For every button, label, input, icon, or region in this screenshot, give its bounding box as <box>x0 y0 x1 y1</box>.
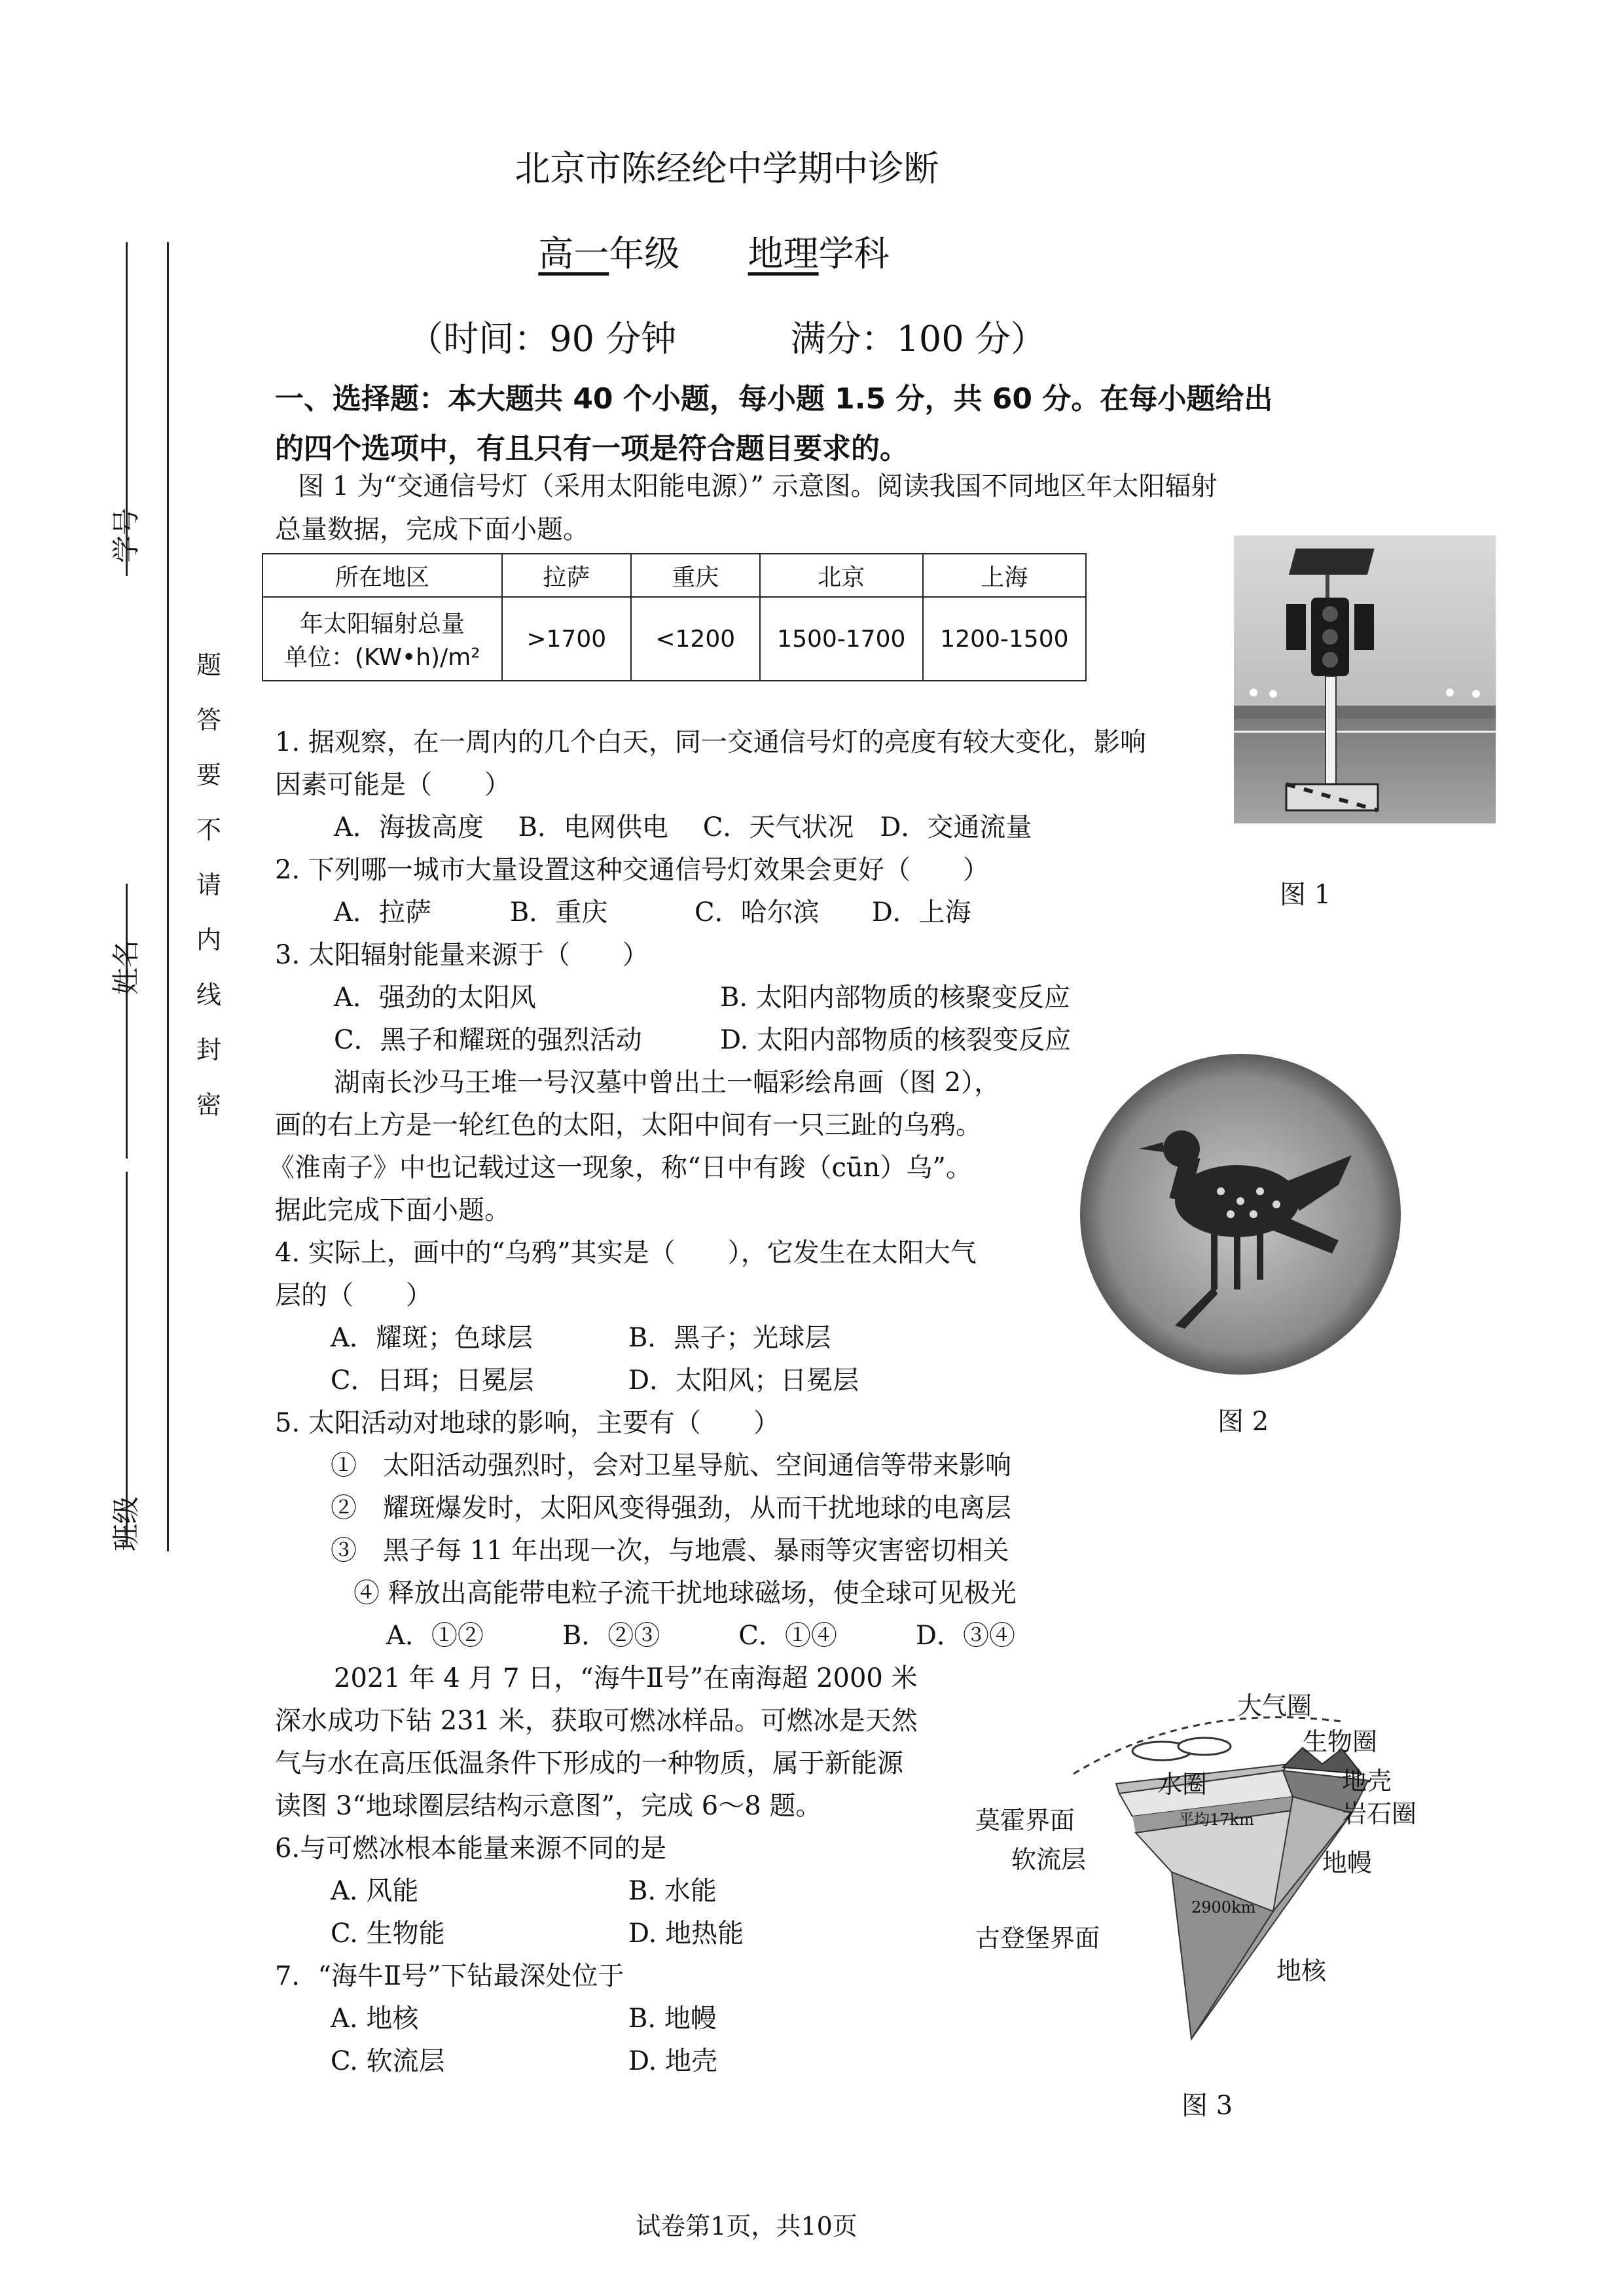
grade-subject-line <box>0 226 1526 276</box>
intro2-line2: 画的右上方是一轮红色的太阳，太阳中间有一只三趾的乌鸦。 <box>275 1110 982 1140</box>
label-depth2900: 2900km <box>1191 1898 1256 1917</box>
intro3-line3: 气与水在高压低温条件下形成的一种物质，属于新能源 <box>275 1748 903 1778</box>
q5-statement-3: ③ 黑子每 11 年出现一次，与地震、暴雨等灾害密切相关 <box>331 1536 1009 1566</box>
label-lithosphere: 岩石圈 <box>1342 1799 1417 1828</box>
class-label: 班级 <box>110 1496 142 1551</box>
table-cell: 1200-1500 <box>923 597 1086 681</box>
q3-option-d: D. 太阳内部物质的核裂变反应 <box>720 1025 1072 1055</box>
table-header-cell: 重庆 <box>631 554 760 597</box>
seal-char: 要 <box>196 761 222 789</box>
intro2-line4: 据此完成下面小题。 <box>275 1195 511 1225</box>
fig2-sun-crow-image <box>1077 1051 1404 1378</box>
q4-stem-line2: 层的（ ） <box>275 1280 432 1310</box>
intro3-line4: 读图 3“地球圈层结构示意图”，完成 6～8 题。 <box>275 1791 822 1821</box>
student-id-label: 学号 <box>110 507 142 563</box>
seal-char: 题 <box>196 651 222 679</box>
intro1-line1: 图 1 为“交通信号灯（采用太阳能电源）” 示意图。阅读我国不同地区年太阳辐射 <box>298 471 1218 501</box>
q7-stem: 7．“海牛Ⅱ号”下钻最深处位于 <box>275 1961 624 1991</box>
fig3-caption: 图 3 <box>1182 2091 1233 2121</box>
intro1-line2: 总量数据，完成下面小题。 <box>275 514 589 545</box>
table-cell: >1700 <box>502 597 631 681</box>
binding-line <box>167 242 169 1551</box>
section-heading <box>275 374 1388 474</box>
q6-stem: 6.与可燃冰根本能量来源不同的是 <box>275 1833 667 1864</box>
q4-stem-line1: 4. 实际上，画中的“乌鸦”其实是（ ），它发生在太阳大气 <box>275 1238 977 1268</box>
intro2-line1: 湖南长沙马王堆一号汉墓中曾出土一幅彩绘帛画（图 2）， <box>334 1068 1001 1098</box>
label-biosphere: 生物圈 <box>1303 1727 1378 1756</box>
q4-option-c: C．日珥；日冕层 <box>331 1365 534 1396</box>
label-depth17: 平均17km <box>1178 1811 1254 1829</box>
seal-char: 封 <box>196 1036 222 1064</box>
label-gutenberg: 古登堡界面 <box>975 1924 1100 1953</box>
row-label-line: 年太阳辐射总量 <box>299 611 465 638</box>
table-header-cell: 拉萨 <box>502 554 631 597</box>
q6-option-c: C. 生物能 <box>331 1919 445 1949</box>
fig1-traffic-light-photo <box>1234 535 1496 823</box>
section-heading-line: 一、选择题：本大题共 40 个小题，每小题 1.5 分，共 60 分。在每小题给出 <box>275 382 1273 416</box>
table-cell: <1200 <box>631 597 760 681</box>
seal-notice <box>196 645 229 1140</box>
intro3-line1: 2021 年 4 月 7 日，“海牛Ⅱ号”在南海超 2000 米 <box>334 1663 918 1693</box>
table-row-label <box>262 597 502 681</box>
q7-option-a: A. 地核 <box>331 2004 419 2034</box>
label-asthenosphere: 软流层 <box>1011 1845 1087 1874</box>
fig2-caption: 图 2 <box>1218 1407 1269 1437</box>
table-header-cell: 北京 <box>760 554 923 597</box>
subject-label: 学科 <box>818 233 890 274</box>
q3-option-a: A．强劲的太阳风 <box>334 982 536 1013</box>
seal-char: 不 <box>196 816 222 844</box>
radiation-table <box>262 553 1087 681</box>
q6-option-a: A. 风能 <box>331 1876 419 1906</box>
q5-stem: 5. 太阳活动对地球的影响，主要有（ ） <box>275 1408 780 1438</box>
q1-stem-line1: 1. 据观察，在一周内的几个白天，同一交通信号灯的亮度有较大变化，影响 <box>275 727 1146 757</box>
q2-options: A．拉萨 B．重庆 C．哈尔滨 D．上海 <box>334 897 971 928</box>
q4-option-a: A．耀斑；色球层 <box>331 1323 533 1353</box>
intro3-line2: 深水成功下钻 231 米，获取可燃冰样品。可燃冰是天然 <box>275 1706 918 1736</box>
table-row <box>262 597 1086 681</box>
class-line <box>126 1172 128 1545</box>
fig3-earth-layers-diagram <box>975 1676 1434 2068</box>
label-moho: 莫霍界面 <box>975 1806 1075 1835</box>
school-title: 北京市陈经纶中学期中诊断 <box>514 148 939 189</box>
q1-stem-line2: 因素可能是（ ） <box>275 770 511 800</box>
intro2-line3: 《淮南子》中也记载过这一现象，称“日中有踆（cūn）乌”。 <box>268 1153 972 1183</box>
time-info: （时间：90 分钟 <box>408 318 677 359</box>
seal-char: 答 <box>196 706 222 734</box>
q6-option-b: B. 水能 <box>628 1876 717 1906</box>
q4-option-d: D．太阳风；日冕层 <box>628 1365 859 1396</box>
q7-option-b: B. 地幔 <box>628 2004 717 2034</box>
q3-stem: 3. 太阳辐射能量来源于（ ） <box>275 940 649 970</box>
seal-char: 内 <box>196 926 222 954</box>
q3-option-b: B. 太阳内部物质的核聚变反应 <box>720 982 1070 1013</box>
table-cell: 1500-1700 <box>760 597 923 681</box>
subject-value: 地理 <box>748 233 819 274</box>
name-line <box>126 884 128 1159</box>
q5-statement-2: ② 耀斑爆发时，太阳风变得强劲，从而干扰地球的电离层 <box>331 1493 1011 1523</box>
crow-icon <box>1077 1051 1404 1378</box>
row-label-unit: 单位：(KW•h)/m² <box>284 644 480 671</box>
q7-option-c: C. 软流层 <box>331 2046 445 2076</box>
q5-options: A．①② B．②③ C．①④ D．③④ <box>386 1621 1015 1651</box>
label-core: 地核 <box>1276 1956 1327 1985</box>
table-header-row <box>262 554 1086 597</box>
table-header-cell: 上海 <box>923 554 1086 597</box>
seal-char: 请 <box>196 871 222 899</box>
q1-options: A．海拔高度 B．电网供电 C．天气状况 D．交通流量 <box>334 812 1032 842</box>
table-header-cell: 所在地区 <box>262 554 502 597</box>
q2-stem: 2. 下列哪一城市大量设置这种交通信号灯效果会更好（ ） <box>275 855 989 885</box>
q7-option-d: D. 地壳 <box>628 2046 718 2076</box>
label-mantle: 地幔 <box>1322 1848 1373 1877</box>
label-crust: 地壳 <box>1342 1767 1392 1795</box>
q5-statement-4: ④ 释放出高能带电粒子流干扰地球磁场，使全球可见极光 <box>353 1578 1017 1608</box>
name-label: 姓名 <box>110 939 142 995</box>
q5-statement-1: ① 太阳活动强烈时，会对卫星导航、空间通信等带来影响 <box>331 1451 1011 1481</box>
traffic-light-icon <box>1234 535 1496 823</box>
grade-label: 年级 <box>609 233 680 274</box>
q4-option-b: B．黑子；光球层 <box>628 1323 831 1353</box>
label-atmosphere: 大气圈 <box>1237 1691 1312 1720</box>
fig1-caption: 图 1 <box>1280 880 1331 910</box>
page-footer: 试卷第1页，共10页 <box>636 2212 857 2241</box>
seal-char: 密 <box>196 1090 222 1119</box>
time-score-line <box>0 311 1539 361</box>
label-hydrosphere: 水圈 <box>1157 1770 1208 1799</box>
seal-char: 线 <box>196 981 222 1009</box>
section-heading-line: 的四个选项中，有且只有一项是符合题目要求的。 <box>275 432 909 465</box>
q6-option-d: D. 地热能 <box>628 1919 744 1949</box>
q3-option-c: C．黑子和耀斑的强烈活动 <box>334 1025 642 1055</box>
score-info: 满分：100 分） <box>790 318 1046 359</box>
grade-value: 高一 <box>538 233 609 274</box>
